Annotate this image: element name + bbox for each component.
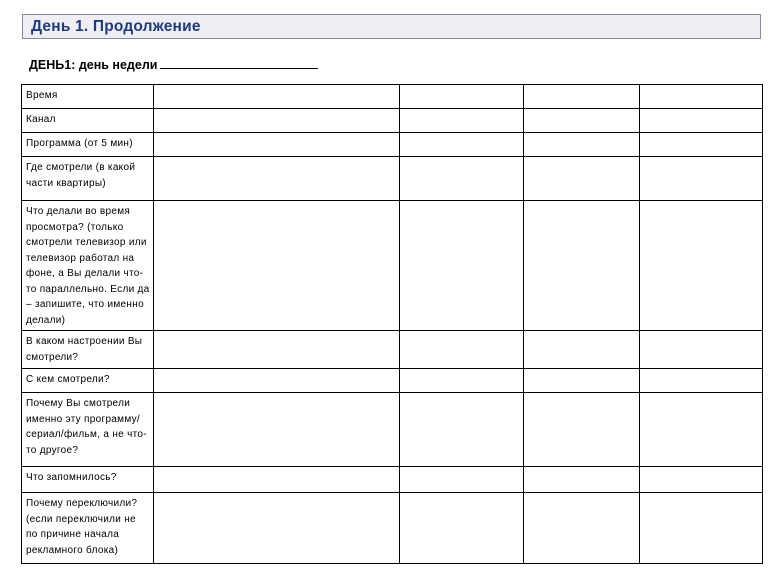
entry-cell[interactable] [524, 493, 640, 564]
entry-cell[interactable] [524, 369, 640, 393]
entry-cell[interactable] [524, 393, 640, 467]
table-row [22, 133, 763, 157]
entry-cell[interactable] [400, 109, 524, 133]
table-row [22, 493, 763, 564]
entry-cell[interactable] [640, 157, 763, 201]
page-title: День 1. Продолжение [31, 17, 201, 35]
entry-cell[interactable] [154, 369, 400, 393]
entry-cell[interactable] [400, 467, 524, 493]
entry-cell[interactable] [640, 109, 763, 133]
entry-cell[interactable] [400, 133, 524, 157]
row-label: Где смотрели (в какой части квартиры) [22, 157, 154, 201]
entry-cell[interactable] [154, 201, 400, 331]
entry-cell[interactable] [524, 109, 640, 133]
row-label: Почему Вы смотрели именно эту программу/сериал/фильм, а не что-то другое? [22, 393, 154, 467]
entry-cell[interactable] [524, 133, 640, 157]
entry-cell[interactable] [640, 133, 763, 157]
entry-cell[interactable] [400, 369, 524, 393]
entry-cell[interactable] [400, 493, 524, 564]
table-row [22, 467, 763, 493]
entry-cell[interactable] [400, 85, 524, 109]
entry-cell[interactable] [524, 201, 640, 331]
table-row [22, 201, 763, 331]
entry-cell[interactable] [524, 85, 640, 109]
day-of-week-label: ДЕНЬ1: день недели [29, 58, 158, 72]
day-of-week-blank [160, 58, 318, 69]
table-row [22, 85, 763, 109]
entry-cell[interactable] [154, 467, 400, 493]
day-of-week-line [29, 58, 318, 72]
entry-cell[interactable] [640, 201, 763, 331]
table-row [22, 369, 763, 393]
entry-cell[interactable] [400, 331, 524, 369]
diary-table [21, 84, 763, 564]
entry-cell[interactable] [154, 85, 400, 109]
row-label: С кем смотрели? [22, 369, 154, 393]
entry-cell[interactable] [640, 369, 763, 393]
entry-cell[interactable] [154, 133, 400, 157]
table-row [22, 393, 763, 467]
entry-cell[interactable] [524, 467, 640, 493]
entry-cell[interactable] [640, 331, 763, 369]
entry-cell[interactable] [154, 493, 400, 564]
row-label: Программа (от 5 мин) [22, 133, 154, 157]
entry-cell[interactable] [154, 157, 400, 201]
entry-cell[interactable] [400, 201, 524, 331]
row-label: В каком настроении Вы смотрели? [22, 331, 154, 369]
row-label: Почему переключили? (если переключили не по причине начала рекламного блока) [22, 493, 154, 564]
table-row [22, 157, 763, 201]
entry-cell[interactable] [640, 493, 763, 564]
entry-cell[interactable] [640, 393, 763, 467]
entry-cell[interactable] [640, 467, 763, 493]
entry-cell[interactable] [524, 331, 640, 369]
row-label: Время [22, 85, 154, 109]
row-label: Что запомнилось? [22, 467, 154, 493]
header-bar [22, 14, 761, 39]
entry-cell[interactable] [154, 331, 400, 369]
entry-cell[interactable] [640, 85, 763, 109]
table-row [22, 331, 763, 369]
entry-cell[interactable] [154, 109, 400, 133]
diary-table-body [22, 85, 763, 564]
row-label: Что делали во время просмотра? (только смотрели телевизор или телевизор работал на фоне, а Вы делали что-то параллельно. Если да – запишите, что именно делали) [22, 201, 154, 331]
entry-cell[interactable] [400, 157, 524, 201]
table-row [22, 109, 763, 133]
entry-cell[interactable] [400, 393, 524, 467]
entry-cell[interactable] [524, 157, 640, 201]
entry-cell[interactable] [154, 393, 400, 467]
row-label: Канал [22, 109, 154, 133]
